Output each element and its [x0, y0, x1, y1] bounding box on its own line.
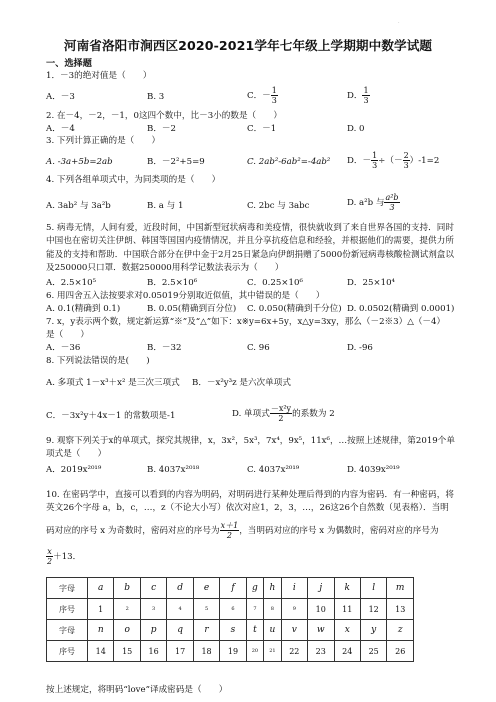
- table-cell: 8: [264, 599, 281, 620]
- table-cell: 24: [334, 641, 360, 662]
- table-header-cell: 序号: [47, 599, 88, 620]
- q7-option-d: D. -96: [347, 343, 373, 353]
- table-cell: 5: [193, 599, 219, 620]
- table-cell: m: [387, 578, 414, 599]
- table-cell: 17: [167, 641, 193, 662]
- table-cell: 1: [88, 599, 114, 620]
- table-cell: 26: [387, 641, 414, 662]
- q3-option-d: D．－ $\frac{1}{3}$ ÷（－ $\frac{2}{3}$ ）-1=2: [347, 151, 440, 170]
- q4-option-c: C. 2bc 与 3abc: [247, 201, 310, 211]
- table-cell: q: [167, 620, 193, 641]
- table-row: [47, 599, 414, 620]
- q2-option-c: C．－1: [247, 124, 277, 134]
- table-header-cell: 序号: [47, 641, 88, 662]
- table-cell: n: [88, 620, 114, 641]
- table-cell: 7: [246, 599, 263, 620]
- q4-option-b: B. a 与 1: [147, 201, 184, 211]
- table-cell: 19: [220, 641, 246, 662]
- q9-option-c: C. 4037x²⁰¹⁹: [247, 465, 300, 475]
- table-cell: r: [193, 620, 219, 641]
- table-cell: 20: [246, 641, 263, 662]
- q5-paragraph: 5. 病毒无情，人间有爱，近段时间，中国新型冠状病毒和美疫情，很快就收到了来自世界各国的支持．同时中国也在密切关注伊朗、韩国等国国内疫情情况，并且分享抗疫信息和经验，并根据他们的需要，提供力所能及的支持和帮助．中国联合部分在伊中金于2月25日紧急向伊朗捐赠了5000份新冠病毒核酸检测试剂盒以及250000只口罩．数据250000用科学记数法表示为（ ）: [46, 223, 454, 274]
- table-cell: z: [387, 620, 414, 641]
- table-cell: a: [88, 578, 114, 599]
- q6-stem: 6. 用四舍五入法按要求对0.05019分别取近似值，其中错误的是（ ）: [46, 291, 325, 301]
- table-cell: 25: [360, 641, 386, 662]
- section-heading: 一、选择题: [46, 58, 92, 69]
- q8-option-d: D. 单项式 $\frac{\text{－x²y}}{2}$ 的系数为 2: [232, 404, 335, 423]
- table-cell: 18: [193, 641, 219, 662]
- table-cell: 12: [360, 599, 386, 620]
- table-row: [47, 578, 414, 599]
- q10-rule-line-2: $\frac{x}{2}$ ＋13．: [47, 547, 82, 566]
- table-header-cell: 字母: [47, 620, 88, 641]
- table-cell: p: [140, 620, 166, 641]
- q7-option-c: C. 96: [247, 343, 270, 353]
- table-cell: x: [334, 620, 360, 641]
- q2-option-a: A．－4: [46, 124, 75, 134]
- table-cell: 14: [88, 641, 114, 662]
- q9-stem: 9. 观察下列关于x的单项式，探究其规律，x，3x²，5x³，7x⁴，9x⁵，11x⁶，…按照上述规律，第2019个单: [46, 436, 455, 446]
- q1-option-a: A．－3: [46, 92, 75, 102]
- table-cell: g: [246, 578, 263, 599]
- q10-rule-line: 码对应的序号 x 为奇数时，密码对应的序号为 $\frac{x+1}{2}$ ，当明码对应的序号 x 为偶数时，密码对应的序号为: [46, 521, 439, 540]
- q5-option-b: B．2.5×10⁶: [147, 278, 198, 288]
- table-cell: f: [220, 578, 246, 599]
- q4-stem: 4. 下列各组单项式中，为同类项的是（ ）: [46, 175, 221, 185]
- table-cell: 23: [308, 641, 334, 662]
- q3-stem: 3. 下列计算正确的是（ ）: [46, 136, 161, 146]
- table-cell: h: [264, 578, 281, 599]
- q7-option-b: B．－32: [147, 343, 182, 353]
- q4-option-d: D. a²b 与 $\frac{\text{a²b}}{3}$: [347, 193, 399, 212]
- table-cell: j: [308, 578, 334, 599]
- q8-stem: 8. 下列说法错误的是( ): [46, 356, 150, 366]
- q2-option-b: B．－2: [147, 124, 176, 134]
- q1-option-c: C．－ $\frac{1}{3}$: [247, 86, 277, 105]
- q3-option-c: C. 2ab²-6ab²=-4ab²: [247, 157, 331, 167]
- q5-option-a: A．2.5×10⁵: [46, 278, 97, 288]
- q1-option-d: D． $\frac{1}{3}$: [347, 86, 369, 105]
- q9-option-d: D. 4039x²⁰¹⁹: [347, 465, 400, 475]
- q4-option-a: A. 3ab² 与 3a²b: [46, 201, 111, 211]
- q10-paragraph: 10. 在密码学中，直接可以看到的内容为明码，对明码进行某种处理后得到的内容为密码．有一种密码，将英文26个字母 a，b，c，…，z（不论大小写）依次对应1，2，3，…，26这26个自然数（见表格）．当明: [46, 490, 454, 514]
- table-cell: l: [360, 578, 386, 599]
- q1-stem: 1．－3的绝对值是（ ）: [46, 71, 152, 81]
- table-cell: b: [114, 578, 140, 599]
- q5-option-c: C．0.25×10⁶: [247, 278, 303, 288]
- table-cell: 22: [281, 641, 307, 662]
- q8-option-a: A. 多项式 1－x³＋x² 是三次三项式: [46, 378, 180, 388]
- q9-option-b: B. 4037x²⁰¹⁸: [147, 465, 200, 475]
- table-cell: 9: [281, 599, 307, 620]
- table-cell: 6: [220, 599, 246, 620]
- table-cell: w: [308, 620, 334, 641]
- page-title: 河南省洛阳市涧西区2020-2021学年七年级上学期期中数学试题: [63, 38, 433, 53]
- q2-stem: 2. 在－4，－2，－1，0这四个数中，比－3小的数是（ ）: [46, 111, 282, 121]
- table-cell: c: [140, 578, 166, 599]
- table-cell: 4: [167, 599, 193, 620]
- q5-option-d: D．25×10⁴: [347, 278, 395, 288]
- q9-option-a: A．2019x²⁰¹⁹: [46, 465, 102, 475]
- q8-option-b: B．－x²y³z 是六次单项式: [192, 378, 291, 388]
- q7-stem-cont: 是（ ）: [46, 330, 89, 340]
- table-cell: y: [360, 620, 386, 641]
- table-cell: 16: [140, 641, 166, 662]
- table-cell: 13: [387, 599, 414, 620]
- page-dot: ·: [398, 20, 400, 26]
- table-cell: 2: [114, 599, 140, 620]
- table-cell: 11: [334, 599, 360, 620]
- q6-option-a: A. 0.1(精确到 0.1): [46, 304, 121, 314]
- cipher-table: [46, 577, 414, 662]
- q3-option-a: A. -3a+5b=2ab: [46, 157, 113, 167]
- table-row: [47, 620, 414, 641]
- table-cell: i: [281, 578, 307, 599]
- q7-option-a: A．－36: [46, 343, 81, 353]
- table-header-cell: 字母: [47, 578, 88, 599]
- q3-option-b: B．－2²+5=9: [147, 157, 205, 167]
- q6-option-d: D. 0.0502(精确到 0.0001): [347, 304, 455, 314]
- table-cell: d: [167, 578, 193, 599]
- q6-option-c: C. 0.050(精确到千分位): [247, 304, 342, 314]
- q1-option-b: B. 3: [147, 92, 165, 102]
- table-cell: 21: [264, 641, 281, 662]
- table-cell: t: [246, 620, 263, 641]
- q6-option-b: B. 0.05(精确到百分位): [147, 304, 237, 314]
- q9-stem-cont: 项式是（ ）: [46, 449, 107, 459]
- q8-option-c: C．－3x²y＋4x－1 的常数项是-1: [46, 411, 176, 421]
- table-cell: s: [220, 620, 246, 641]
- table-cell: o: [114, 620, 140, 641]
- q2-option-d: D. 0: [347, 124, 365, 134]
- table-cell: e: [193, 578, 219, 599]
- table-cell: u: [264, 620, 281, 641]
- table-cell: 15: [114, 641, 140, 662]
- table-cell: 10: [308, 599, 334, 620]
- q7-stem: 7. x，y表示两个数，规定新运算“※”及“△”如下：x※y=6x+5y，x△y=3xy，那么（－2※3）△（－4）: [46, 317, 446, 327]
- q10-question: 按上述规定，将明码“love”译成密码是（ ）: [46, 685, 228, 695]
- table-cell: k: [334, 578, 360, 599]
- table-cell: v: [281, 620, 307, 641]
- table-row: [47, 641, 414, 662]
- table-cell: 3: [140, 599, 166, 620]
